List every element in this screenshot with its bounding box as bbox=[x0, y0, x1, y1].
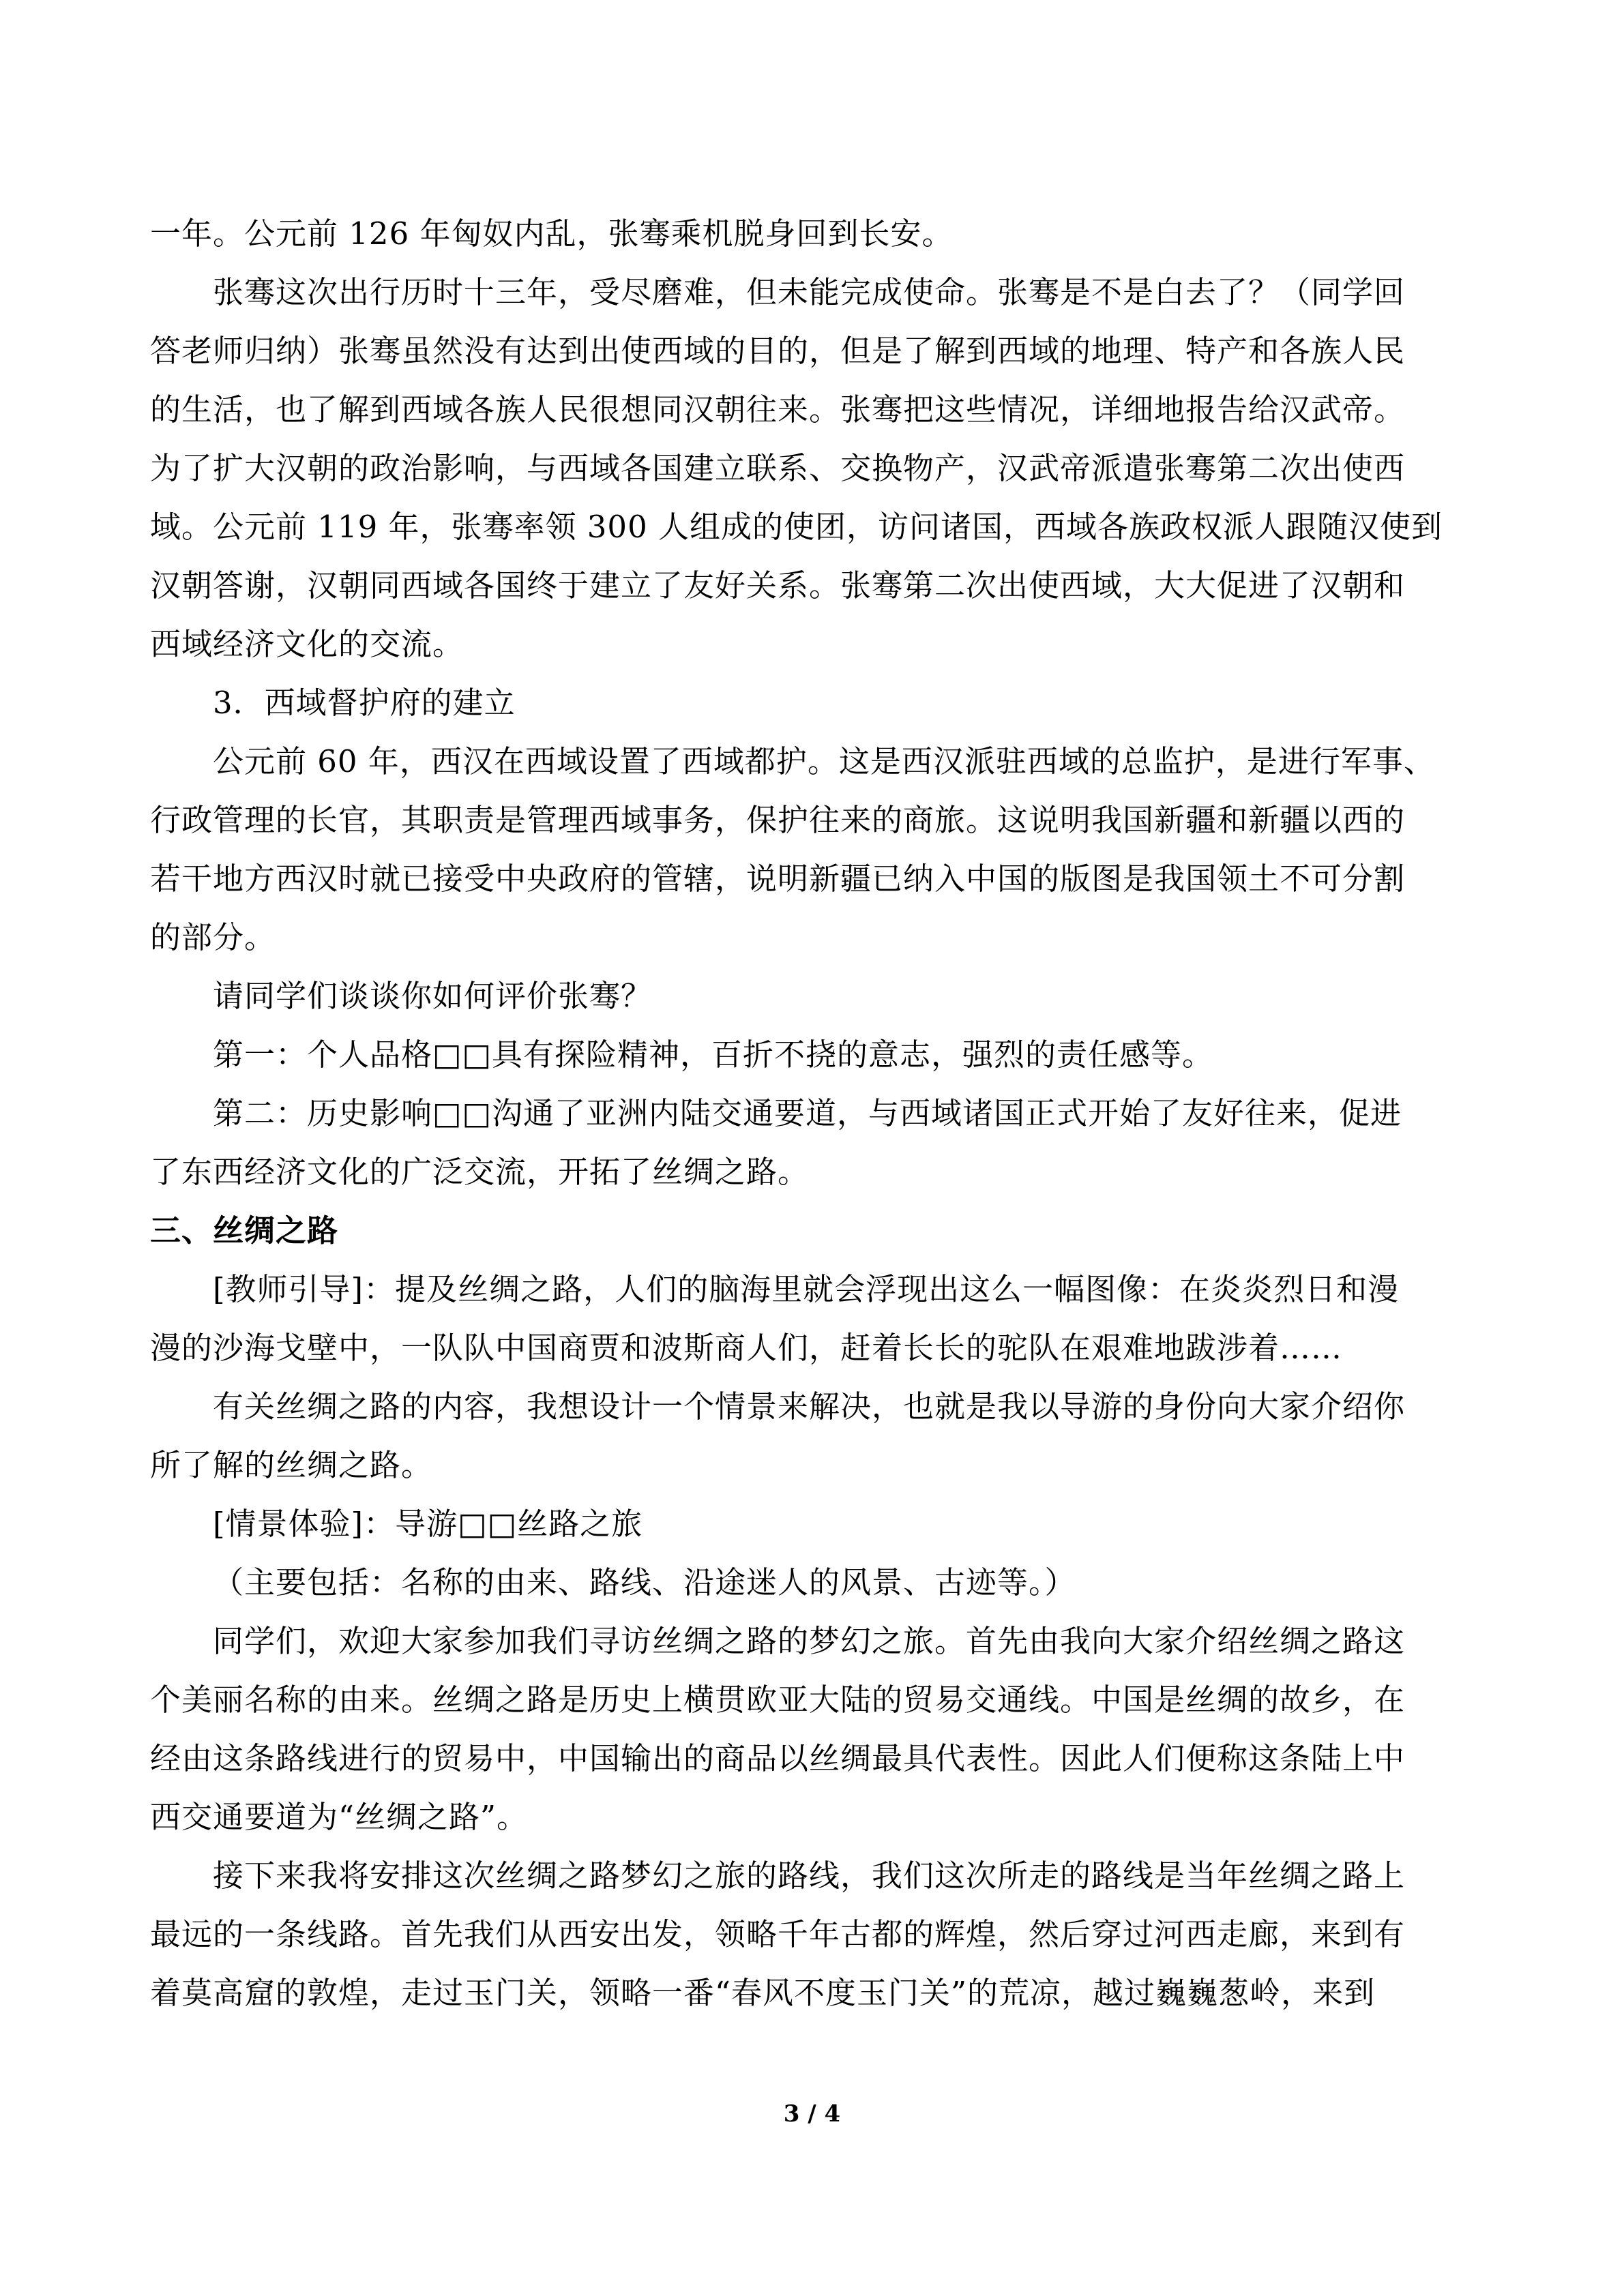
text-line: 一年。公元前 126 年匈奴内乱，张骞乘机脱身回到长安。 bbox=[150, 215, 954, 252]
text-line: 公元前 60 年，西汉在西域设置了西域都护。这是西汉派驻西域的总监护，是进行军事、 bbox=[213, 743, 1435, 779]
section-subheading: 3．西域督护府的建立 bbox=[213, 685, 516, 721]
text-line: [情景体验]：导游□□丝路之旅 bbox=[213, 1506, 643, 1542]
document-body bbox=[150, 205, 1460, 2023]
text-line: 请同学们谈谈你如何评价张骞？ bbox=[213, 978, 653, 1014]
text-line: （主要包括：名称的由来、路线、沿途迷人的风景、古迹等。） bbox=[213, 1564, 1076, 1600]
text-line: 西交通要道为“丝绸之路”。 bbox=[150, 1799, 529, 1835]
text-line: 漫的沙海戈壁中，一队队中国商贾和波斯商人们，赶着长长的驼队在艰难地跋涉着…… bbox=[150, 1330, 1343, 1366]
text-line: 了东西经济文化的广泛交流，开拓了丝绸之路。 bbox=[150, 1154, 810, 1190]
text-line: [教师引导]：提及丝绸之路，人们的脑海里就会浮现出这么一幅图像：在炎炎烈日和漫 bbox=[213, 1271, 1400, 1307]
text-line: 的部分。 bbox=[150, 919, 276, 955]
page-number: 3 / 4 bbox=[783, 2100, 841, 2128]
text-line: 有关丝绸之路的内容，我想设计一个情景来解决，也就是我以导游的身份向大家介绍你 bbox=[213, 1388, 1406, 1425]
text-line: 域。公元前 119 年，张骞率领 300 人组成的使团，访问诸国，西域各族政权派人跟随汉使到 bbox=[150, 509, 1443, 545]
section-heading: 三、丝绸之路 bbox=[150, 1212, 339, 1249]
text-line: 汉朝答谢，汉朝同西域各国终于建立了友好关系。张骞第二次出使西域，大大促进了汉朝和 bbox=[150, 567, 1406, 603]
text-line: 所了解的丝绸之路。 bbox=[150, 1447, 433, 1483]
text-line: 答老师归纳）张骞虽然没有达到出使西域的目的，但是了解到西域的地理、特产和各族人民 bbox=[150, 333, 1406, 369]
text-line: 的生活，也了解到西域各族人民很想同汉朝往来。张骞把这些情况，详细地报告给汉武帝。 bbox=[150, 391, 1406, 428]
text-line: 张骞这次出行历时十三年，受尽磨难，但未能完成使命。张骞是不是白去了？（同学回 bbox=[213, 274, 1406, 310]
text-line: 若干地方西汉时就已接受中央政府的管辖，说明新疆已纳入中国的版图是我国领土不可分割 bbox=[150, 861, 1406, 897]
text-line: 最远的一条线路。首先我们从西安出发，领略千年古都的辉煌，然后穿过河西走廊，来到有 bbox=[150, 1916, 1406, 1952]
text-line: 行政管理的长官，其职责是管理西域事务，保护往来的商旅。这说明我国新疆和新疆以西的 bbox=[150, 802, 1406, 838]
text-line: 第一：个人品格□□具有探险精神，百折不挠的意志，强烈的责任感等。 bbox=[213, 1037, 1214, 1073]
text-line: 第二：历史影响□□沟通了亚洲内陆交通要道，与西域诸国正式开始了友好往来，促进 bbox=[213, 1095, 1402, 1131]
text-line: 经由这条路线进行的贸易中，中国输出的商品以丝绸最具代表性。因此人们便称这条陆上中 bbox=[150, 1740, 1406, 1776]
text-line: 个美丽名称的由来。丝绸之路是历史上横贯欧亚大陆的贸易交通线。中国是丝绸的故乡，在 bbox=[150, 1682, 1406, 1718]
text-line: 西域经济文化的交流。 bbox=[150, 626, 464, 662]
text-line: 着莫高窟的敦煌，走过玉门关，领略一番“春风不度玉门关”的荒凉，越过巍巍葱岭，来到 bbox=[150, 1975, 1376, 2011]
text-line: 同学们，欢迎大家参加我们寻访丝绸之路的梦幻之旅。首先由我向大家介绍丝绸之路这 bbox=[213, 1623, 1406, 1659]
text-line: 为了扩大汉朝的政治影响，与西域各国建立联系、交换物产，汉武帝派遣张骞第二次出使西 bbox=[150, 450, 1406, 486]
text-line: 接下来我将安排这次丝绸之路梦幻之旅的路线，我们这次所走的路线是当年丝绸之路上 bbox=[213, 1858, 1406, 1894]
